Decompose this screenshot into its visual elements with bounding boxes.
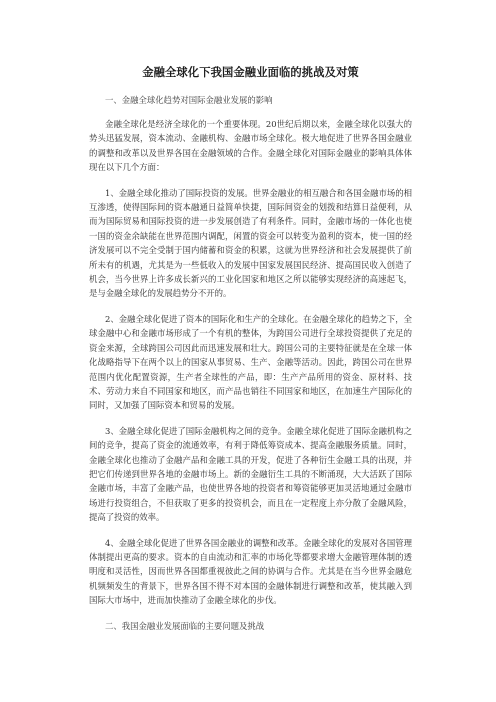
paragraph-point-4: 4、金融全球化促进了世界各国金融业的调整和改革。金融全球化的发展对各国管理体制提出更高的要求。资本的自由流动和汇率的市场化等都要求增大金融管理体制的透明度和灵活性，因而世界各国都重视彼此之间的协调与合作。尤其是在当今世界金融危机频频发生的背景下，世界各国不得不对本国的金融体制进行调整和改革，使其融入到国际大市场中，进而加快推动了金融全球化的步伐。 [89, 537, 412, 606]
paragraph-point-2: 2、金融全球化促进了资本的国际化和生产的全球化。在金融全球化的趋势之下，全球金融中心和金融市场形成了一个有机的整体，为跨国公司进行全球投资提供了充足的资金来源，全球跨国公司因此而迅速发展和壮大。跨国公司的主要特征就是在全球一体化战略指导下在两个以上的国家从事贸易、生产、金融等活动。因此，跨国公司在世界范围内优化配置资源，生产者全球性的产品，即：生产产品所用的资金、原材料、技术、劳动力来自不同国家和地区，而产品也销往不同国家和地区，在加速生产国际化的同时，又加强了国际资本和贸易的发展。 [89, 313, 412, 411]
paragraph-point-3: 3、金融全球化促进了国际金融机构之间的竞争。金融全球化促进了国际金融机构之间的竞争，提高了资金的流通效率，有利于降低筹资成本、提高金融服务质量。同时，金融全球化也推动了金融产品和金融工具的开发，促进了各种衍生金融工具的出现，并把它们传递到世界各地的金融市场上。新的金融衍生工具的不断涌现，大大活跃了国际金融市场，丰富了金融产品，也使世界各地的投资者和筹资能够更加灵活地通过金融市场进行投资组合，不但获取了更多的投资机会，而且在一定程度上亦分散了金融风险，提高了投资的效率。 [89, 425, 412, 523]
section-heading-1: 一、金融全球化趋势对国际金融业发展的影响 [105, 95, 273, 105]
paragraph-point-1: 1、金融全球化推动了国际投资的发展。世界金融业的相互融合和各国金融市场的相互渗透，使得国际间的资本融通日益简单快捷，国际间资金的划拨和结算日益便利，从而为国际贸易和国际投资的进一步发展创造了有利条件。同时，金融市场的一体化也使一国的资金余缺能在世界范围内调配，闲置的资金可以转变为盈利的资本，使一国的经济发展可以不完全受制于国内储蓄和资金的积累，这就为世界经济和社会发展提供了前所未有的机遇，尤其是为一些低收入的发展中国家发展国民经济、提高国民收入创造了机会，当今世界上许多成长新兴的工业化国家和地区之所以能够实现经济的高速起飞，是与金融全球化的发展趋势分不开的。 [89, 187, 412, 299]
paragraph-intro: 金融全球化是经济全球化的一个重要体现。20世纪后期以来，金融全球化以强大的势头迅猛发展，资本流动、金融机构、金融市场全球化。极大地促进了世界各国金融业的调整和改革以及世界各国在金融领域的合作。金融全球化对国际金融业的影响具体体现在以下几个方面： [89, 119, 412, 173]
section-heading-2: 二、我国金融业发展面临的主要问题及挑战 [105, 620, 265, 631]
document-title: 金融全球化下我国金融业面临的挑战及对策 [142, 65, 359, 79]
